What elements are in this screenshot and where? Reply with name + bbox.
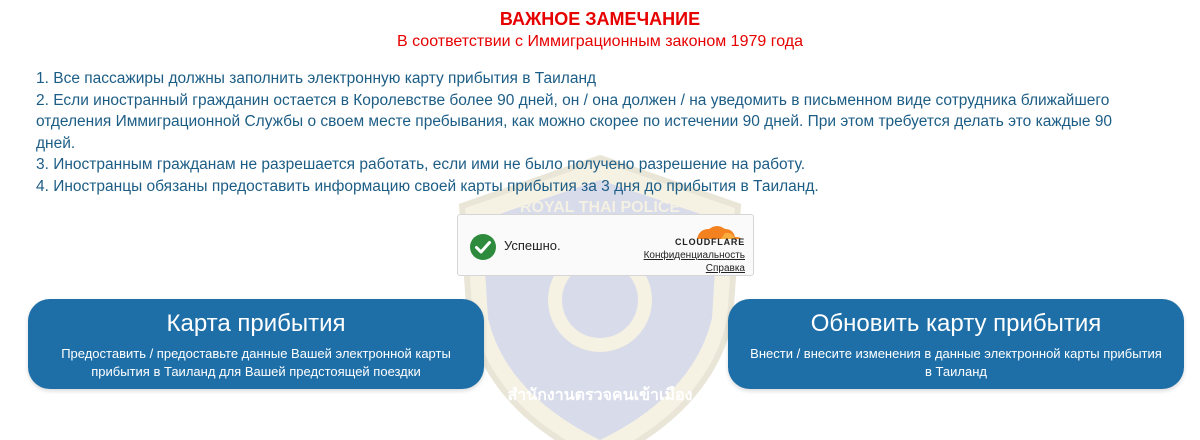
watermark-text-top: ROYAL THAI POLICE — [519, 199, 681, 216]
rule-item: 3. Иностранным гражданам не разрешается работать, если ими не было получено разрешение на работу. — [36, 156, 805, 173]
arrival-card-button-description: Предоставить / предоставьте данные Вашей электронной карты прибытия в Таиланд для Вашей предстоящей поездки — [61, 346, 451, 379]
update-arrival-card-button-title: Обновить карту прибытия — [810, 310, 1102, 337]
update-arrival-card-button[interactable] — [728, 299, 1184, 389]
cloudflare-turnstile-widget[interactable] — [457, 214, 754, 276]
rules-list — [36, 68, 1146, 197]
arrival-card-button[interactable] — [28, 299, 484, 389]
watermark-text-bottom: สำนักงานตรวจคนเข้าเมือง — [507, 385, 693, 404]
notice-title: ВАЖНОЕ ЗАМЕЧАНИЕ — [499, 9, 701, 29]
success-check-icon — [469, 233, 497, 261]
privacy-link[interactable]: Конфиденциальность — [643, 250, 745, 261]
update-arrival-card-button-description: Внести / внесите изменения в данные электронной карты прибытия в Таиланд — [750, 346, 1162, 379]
arrival-card-button-title: Карта прибытия — [166, 310, 346, 337]
rule-item: 2. Если иностранный гражданин остается в Королевстве более 90 дней, он / она должен / на уведомить в письменном виде сотрудника ближайшего отделения Иммиграционной Службы о своем месте пребывания, как можно скорее по истечении 90 дней. При этом требуется делать это каждые 90 дней. — [36, 91, 1113, 152]
captcha-status-text: Успешно. — [504, 238, 561, 253]
cloudflare-brand-text: CLOUDFLARE — [675, 237, 745, 247]
help-link[interactable]: Справка — [705, 263, 745, 274]
rule-item: 1. Все пассажиры должны заполнить электронную карту прибытия в Таиланд — [36, 70, 597, 87]
notice-subtitle: В соответствии с Иммиграционным законом 1979 года — [397, 33, 803, 50]
rule-item: 4. Иностранцы обязаны предоставить информацию своей карты прибытия за 3 дня до прибытия в Таиланд. — [36, 177, 819, 195]
